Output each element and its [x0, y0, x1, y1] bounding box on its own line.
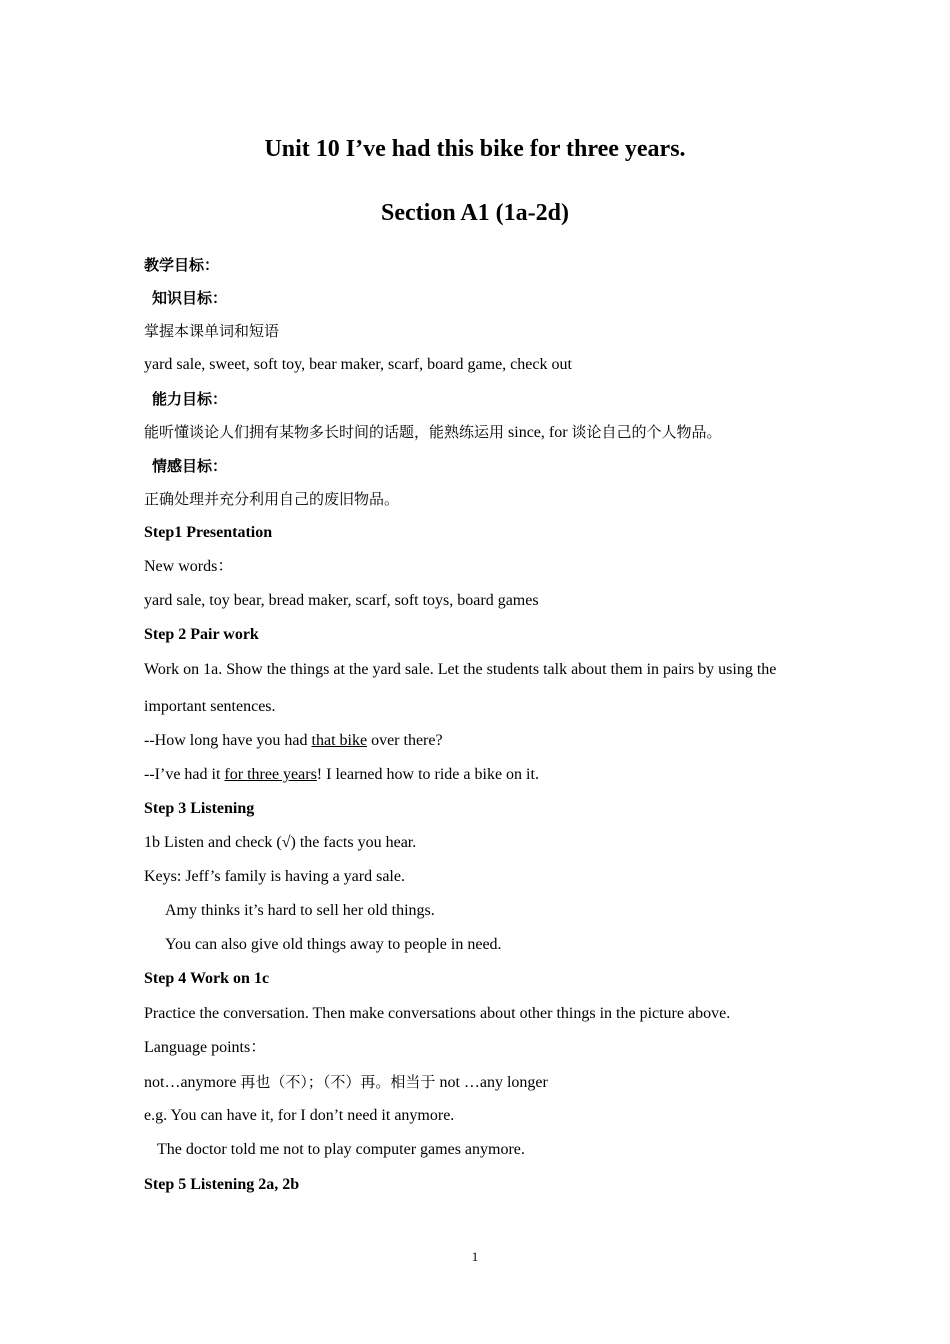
knowledge-line1: 掌握本课单词和短语	[144, 322, 280, 340]
ability-text-cn-1: 能听懂谈论人们拥有某物多长时间的话题，能熟练运用	[144, 423, 505, 441]
page-title: Unit 10 I’ve had this bike for three years.	[264, 136, 686, 162]
step3-heading: Step 3 Listening	[144, 800, 255, 817]
question-underlined: that bike	[311, 732, 368, 749]
step3-line4: You can also give old things away to people in need.	[165, 936, 502, 953]
answer-underlined: for three years	[224, 766, 317, 783]
step1-label: New words：	[144, 558, 234, 575]
language-point-en1: not…anymore	[144, 1074, 241, 1091]
knowledge-line2: yard sale, sweet, soft toy, bear maker, scarf, board game, check out	[144, 356, 572, 373]
step2-line1: Work on 1a. Show the things at the yard sale. Let the students talk about them in pairs by using the	[144, 661, 777, 678]
language-points-label: Language points：	[144, 1039, 267, 1056]
language-point-cn: 再也（不）；（不）再。相当于	[240, 1073, 436, 1091]
step2-answer	[144, 765, 824, 785]
emotion-heading: 情感目标：	[152, 457, 228, 475]
ability-line	[144, 422, 824, 443]
step5-heading: Step 5 Listening 2a, 2b	[144, 1176, 300, 1193]
step4-heading: Step 4 Work on 1c	[144, 970, 270, 987]
knowledge-heading: 知识目标：	[152, 289, 228, 307]
answer-post: ! I learned how to ride a bike on it.	[316, 766, 539, 783]
step3-line1: 1b Listen and check (√) the facts you hear.	[144, 834, 417, 851]
question-post: over there?	[367, 732, 443, 749]
step3-line3: Amy thinks it’s hard to sell her old things.	[165, 902, 435, 919]
language-point-en2: not …any longer	[435, 1074, 548, 1091]
example-2: The doctor told me not to play computer games anymore.	[157, 1141, 525, 1158]
answer-pre: --I’ve had it	[144, 766, 225, 783]
page-number: 1	[471, 1249, 479, 1264]
ability-heading: 能力目标：	[152, 390, 228, 408]
emotion-line: 正确处理并充分利用自己的废旧物品。	[144, 490, 400, 508]
language-point	[144, 1072, 824, 1093]
step4-line1: Practice the conversation. Then make conversations about other things in the picture above.	[144, 1005, 731, 1022]
step2-question	[144, 731, 824, 751]
page-subtitle: Section A1 (1a-2d)	[381, 200, 569, 226]
step2-heading: Step 2 Pair work	[144, 626, 259, 643]
step1-words: yard sale, toy bear, bread maker, scarf, soft toys, board games	[144, 592, 539, 609]
ability-text-cn-2: 谈论自己的个人物品。	[571, 423, 722, 441]
question-pre: --How long have you had	[144, 732, 312, 749]
step2-line2: important sentences.	[144, 698, 276, 715]
example-1: e.g. You can have it, for I don’t need it anymore.	[144, 1107, 455, 1124]
ability-text-en: since, for	[504, 424, 572, 441]
step1-heading: Step1 Presentation	[144, 524, 273, 541]
objectives-heading: 教学目标：	[144, 256, 220, 274]
step3-line2: Keys: Jeff’s family is having a yard sale.	[144, 868, 405, 885]
